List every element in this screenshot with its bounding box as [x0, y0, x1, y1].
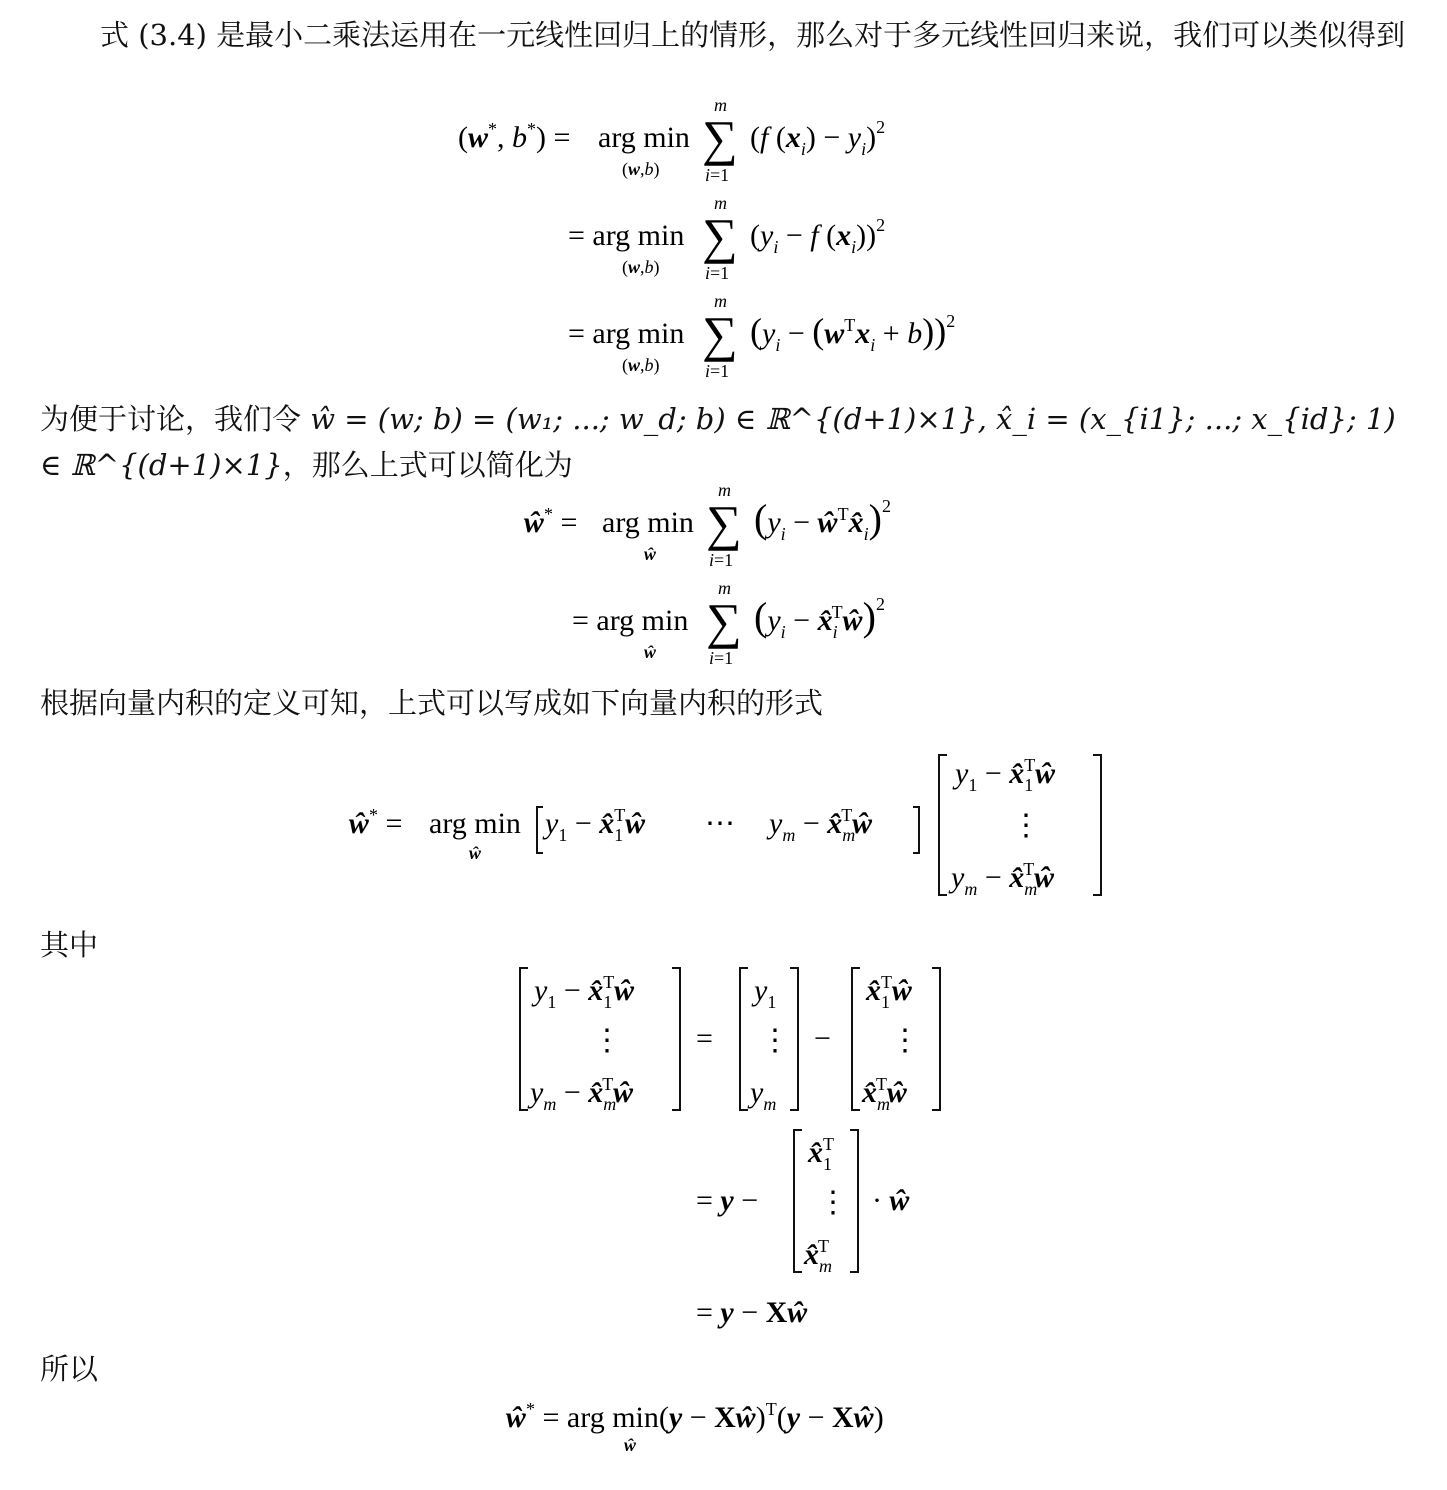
svg-text:∑: ∑ — [702, 110, 738, 166]
svg-text:(w,b): (w,b) — [622, 355, 660, 375]
svg-text:∑: ∑ — [702, 208, 738, 264]
svg-text:⋮: ⋮ — [890, 1024, 920, 1057]
matrix-y — [740, 968, 798, 1114]
svg-text:m: m — [714, 291, 727, 311]
equation-block-5 — [500, 1385, 980, 1465]
svg-text:m: m — [718, 578, 731, 598]
svg-text:= arg min: = arg min — [568, 317, 685, 350]
svg-text:i=1: i=1 — [709, 648, 734, 668]
svg-text:ym − x̂mTŵ: $y_m$ − $x̂_mTŵ$ — [769, 805, 873, 845]
svg-text:= y − Xŵ: = y − Xŵ — [696, 1296, 808, 1329]
svg-text:i=1: i=1 — [709, 550, 734, 570]
svg-text:(w,b): (w,b) — [622, 257, 660, 277]
svg-text:ŵ* = arg min(y − Xŵ)T(y − Xŵ): ŵ* = arg min(y − Xŵ)$^T$(y − Xŵ) — [506, 1399, 884, 1434]
svg-text:arg min: arg min — [429, 807, 521, 840]
svg-text:y1 − x̂1Tŵ: $y_1$ − $x̂_1Tŵ$ — [534, 972, 635, 1012]
svg-text:⋮: ⋮ — [592, 1024, 622, 1057]
equation-block-4 — [510, 960, 960, 1340]
svg-text:(f (xi) − yi)2: (f $(x_i) - y_i)^2$ — [750, 117, 886, 159]
svg-text:ŵ: ŵ — [644, 642, 657, 662]
equation-line-6 — [696, 1130, 910, 1276]
svg-text:ŵ: ŵ — [469, 843, 482, 863]
svg-text:ym: $y_m$ — [750, 1076, 777, 1114]
equation-line-3 — [568, 291, 955, 381]
svg-text:x̂1Tŵ: $x̂_1Tŵ$ — [866, 972, 913, 1012]
svg-text:ym − x̂mTŵ: $y_m$ − $x̂_mTŵ$ — [951, 859, 1055, 899]
equation-line-2 — [568, 193, 885, 283]
intro-paragraph: 式 (3.4) 是最小二乘法运用在一元线性回归上的情形，那么对于多元线性回归来说，我们可以类似得到 — [100, 18, 1406, 52]
svg-text:ŵ* =: ŵ* = — [524, 504, 578, 539]
svg-text:y1 − x̂1Tŵ: $y_1$ − $x̂_1Tŵ$ — [955, 755, 1056, 795]
simplify-paragraph — [40, 396, 1420, 488]
svg-text:arg min: arg min — [598, 121, 690, 154]
svg-text:x̂mT: $x̂_mT$ — [804, 1236, 832, 1276]
svg-text:ŵ: ŵ — [644, 544, 657, 564]
svg-text:⋮: ⋮ — [760, 1024, 790, 1057]
inner-product-paragraph: 根据向量内积的定义可知，上式可以写成如下向量内积的形式 — [40, 686, 824, 720]
svg-text:x̂mTŵ: $x̂_mTŵ$ — [862, 1074, 908, 1114]
simplify-text-post: ，那么上式可以简化为 — [282, 448, 573, 482]
simplify-text-pre: 为便于讨论，我们令 — [40, 402, 302, 436]
svg-text:y1 − x̂1Tŵ: $y_1$ − $x̂_1Tŵ$ — [545, 805, 646, 845]
svg-text:i=1: i=1 — [705, 263, 730, 283]
equation-block-3 — [345, 745, 1125, 905]
matrix-residual — [520, 968, 680, 1114]
svg-text:−: − — [814, 1022, 831, 1055]
matrix-xw — [852, 968, 940, 1114]
svg-text:ŵ: ŵ — [624, 1435, 637, 1455]
svg-text:m: m — [718, 480, 731, 500]
svg-text:i=1: i=1 — [705, 165, 730, 185]
equation-block-1 — [430, 95, 1050, 390]
where-paragraph: 其中 — [40, 928, 99, 962]
svg-text:(yi − ŵTx̂i)2: ($y_i$ − $ŵ^Tx̂_i)^2$ — [754, 496, 891, 544]
equation-line-4 — [523, 480, 891, 570]
svg-text:arg min: arg min — [602, 506, 694, 539]
svg-text:· ŵ: · ŵ — [872, 1184, 910, 1217]
svg-text:m: m — [714, 95, 727, 115]
equation-line-1 — [458, 95, 885, 185]
svg-text:=: = — [696, 1022, 713, 1055]
svg-text:x̂1T: $x̂_1T$ — [808, 1134, 834, 1174]
svg-text:(yi − f (xi))2: ($y_i - f$ $(x_i))^2$ — [750, 215, 886, 257]
svg-text:= arg min: = arg min — [572, 604, 689, 637]
equation-line-5 — [572, 578, 885, 668]
svg-text:ym − x̂mTŵ: $y_m$ − $x̂_mTŵ$ — [530, 1074, 634, 1114]
equation-block-2 — [510, 480, 970, 675]
simplify-math: ŵ = (w; b) = (w₁; ...; w_d; b) ∈ ℝ^{(d+1)×1}, x̂_i = (x_{i1}; ...; x_{id}; 1) ∈ ℝ^{(d+1)×1} — [40, 402, 1396, 482]
svg-text:y1: $y_1$ — [754, 974, 777, 1012]
svg-text:∑: ∑ — [702, 306, 738, 362]
svg-text:(w,b): (w,b) — [622, 159, 660, 179]
svg-text:m: m — [714, 193, 727, 213]
svg-text:(w*, b*) =: (w*, b*) = — [458, 119, 571, 154]
svg-text:⋮: ⋮ — [818, 1186, 848, 1219]
svg-text:⋯: ⋯ — [705, 807, 735, 840]
svg-text:= y −: = y − — [696, 1184, 759, 1217]
svg-text:⋮: ⋮ — [1011, 809, 1041, 842]
svg-text:i=1: i=1 — [705, 361, 730, 381]
svg-text:(yi − (wTxi + b))2: $(y_i - (w^Tx_i + b))^2$ — [750, 311, 956, 355]
svg-text:ŵ* =: ŵ* = — [349, 805, 403, 840]
svg-text:∑: ∑ — [706, 495, 742, 551]
svg-text:= arg min: = arg min — [568, 219, 685, 252]
svg-text:(yi − x̂iTŵ)2: ($y_i$ − $x̂_iTŵ)^2$ — [754, 594, 885, 642]
therefore-paragraph: 所以 — [40, 1352, 99, 1386]
equation-line-7 — [696, 1296, 807, 1329]
svg-text:∑: ∑ — [706, 593, 742, 649]
